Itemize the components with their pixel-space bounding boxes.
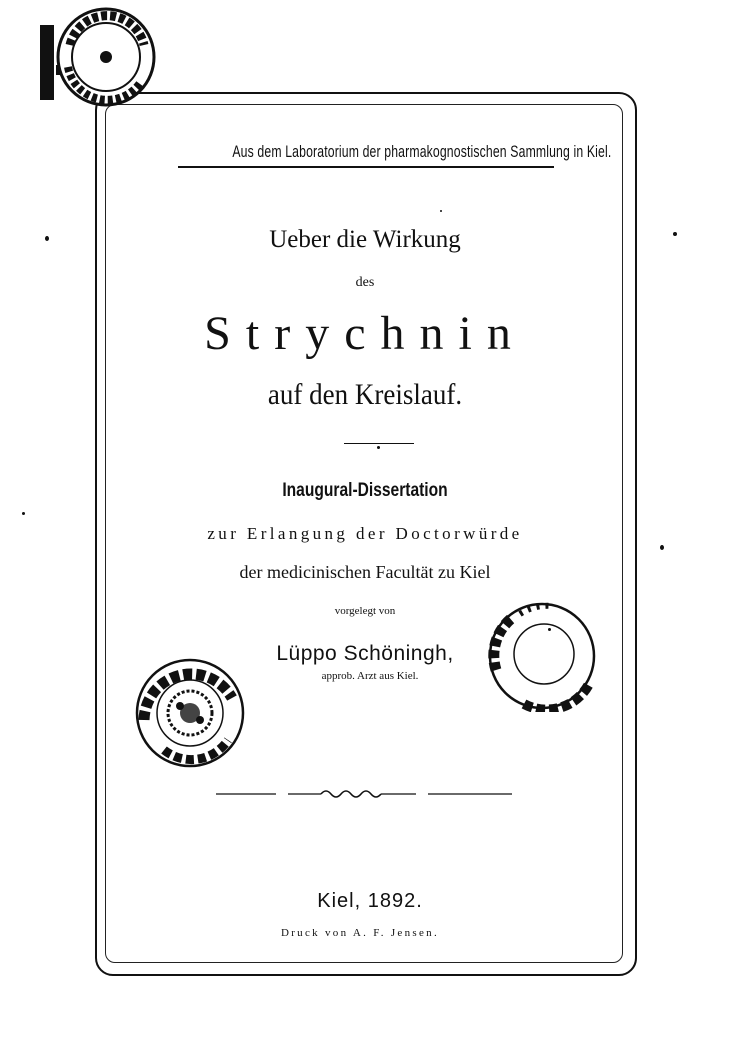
submitted-by: vorgelegt von	[334, 605, 396, 617]
printer-line: Druck von A. F. Jensen.	[280, 927, 440, 939]
ornamental-divider	[216, 787, 516, 801]
header-underline	[178, 166, 554, 168]
purpose-line: zur Erlangung der Doctorwürde	[207, 524, 523, 543]
title-divider	[344, 443, 414, 444]
laboratory-header: Aus dem Laboratorium der pharmakognostischen Sammlung in Kiel.	[232, 142, 612, 161]
scan-speck	[660, 545, 664, 550]
title-divider-dot	[377, 446, 380, 449]
scan-speck	[548, 628, 551, 631]
scan-speck	[440, 210, 442, 212]
academy-stamp-right	[482, 600, 602, 717]
scan-speck	[673, 232, 677, 236]
scan-speck	[45, 236, 49, 241]
title-line-1: Ueber die Wirkung	[269, 226, 461, 253]
scan-speck	[22, 512, 25, 515]
title-line-4: auf den Kreislauf.	[267, 378, 463, 411]
author-name: Lüppo Schöningh,	[276, 642, 454, 665]
dissertation-label: Inaugural-Dissertation	[282, 480, 448, 501]
faculty-line: der medicinischen Facultät zu Kiel	[239, 562, 491, 582]
library-stamp-top-left	[40, 5, 160, 120]
library-stamp-left	[128, 658, 253, 773]
title-line-2: des	[355, 275, 375, 290]
place-and-year: Kiel, 1892.	[317, 890, 423, 912]
title-line-3: Strychnin	[204, 307, 526, 360]
author-title: approb. Arzt aus Kiel.	[321, 670, 419, 682]
